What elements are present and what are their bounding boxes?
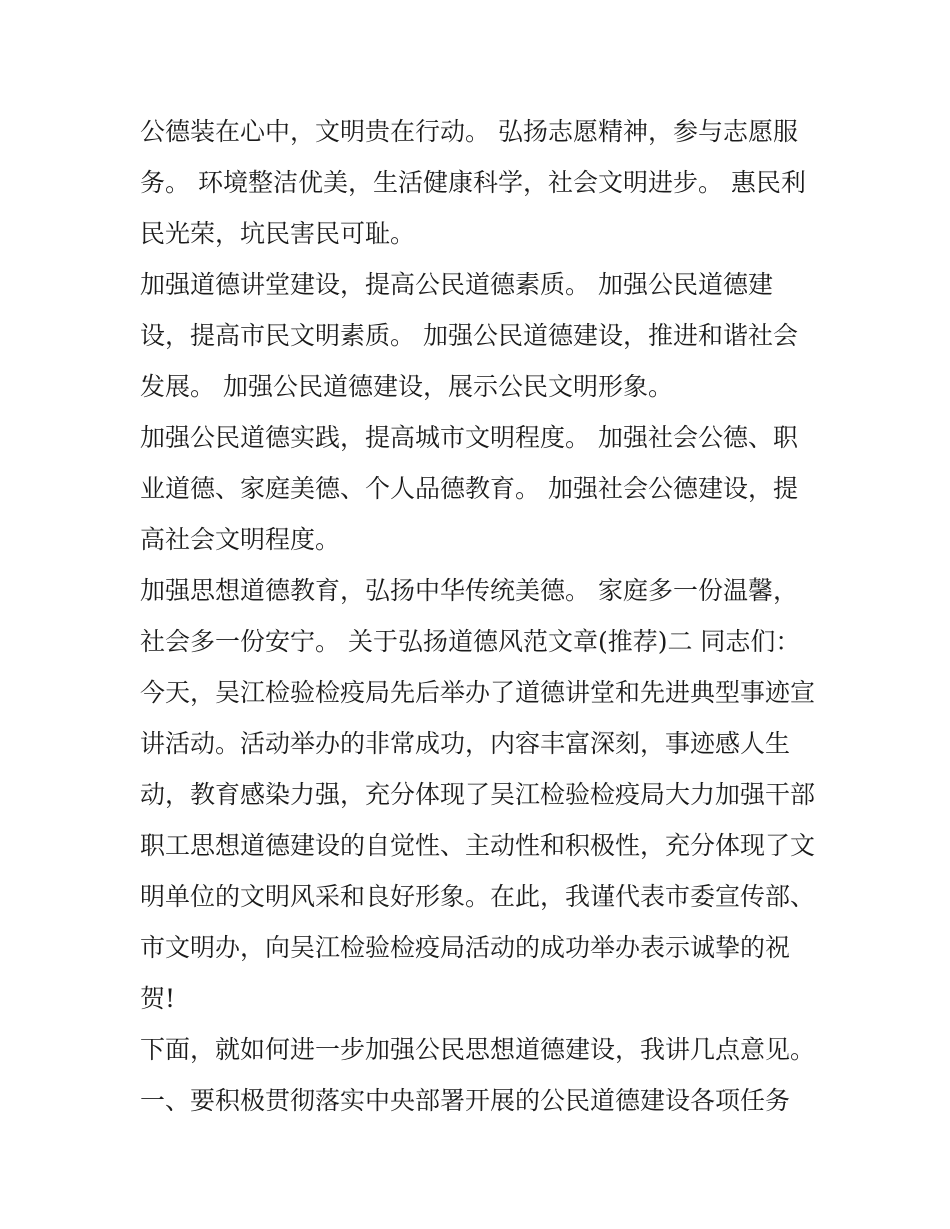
- text-line: 加强思想道德教育，弘扬中华传统美德。 家庭多一份温馨，: [140, 576, 798, 605]
- text-line: 社会多一份安宁。 关于弘扬道德风范文章(推荐)二 同志们：: [140, 627, 801, 656]
- text-line: 加强道德讲堂建设，提高公民道德素质。 加强公民道德建: [140, 270, 773, 299]
- text-line: 务。 环境整洁优美，生活健康科学，社会文明进步。 惠民利: [140, 168, 806, 197]
- text-line: 明单位的文明风采和良好形象。在此，我谨代表市委宣传部、: [140, 882, 816, 911]
- text-line: 高社会文明程度。: [140, 525, 341, 554]
- text-line: 业道德、家庭美德、个人品德教育。 加强社会公德建设，提: [140, 474, 798, 503]
- text-line: 市文明办，向吴江检验检疫局活动的成功举办表示诚挚的祝: [140, 933, 791, 962]
- text-line: 今天，吴江检验检疫局先后举办了道德讲堂和先进典型事迹宣: [140, 678, 816, 707]
- text-line: 贺!: [140, 984, 176, 1013]
- text-line: 职工思想道德建设的自觉性、主动性和积极性，充分体现了文: [140, 831, 816, 860]
- text-line: 民光荣，坑民害民可耻。: [140, 219, 416, 248]
- text-line: 公德装在心中，文明贵在行动。 弘扬志愿精神，参与志愿服: [140, 117, 798, 146]
- text-line: 动，教育感染力强，充分体现了吴江检验检疫局大力加强干部: [140, 780, 816, 809]
- text-line: 一、要积极贯彻落实中央部署开展的公民道德建设各项任务: [140, 1086, 791, 1115]
- document-body: [140, 106, 830, 1126]
- text-line: 设，提高市民文明素质。 加强公民道德建设，推进和谐社会: [140, 321, 798, 350]
- text-line: 讲活动。活动举办的非常成功，内容丰富深刻，事迹感人生: [140, 729, 791, 758]
- text-line: 发展。 加强公民道德建设，展示公民文明形象。: [140, 372, 673, 401]
- text-line: 加强公民道德实践，提高城市文明程度。 加强社会公德、职: [140, 423, 798, 452]
- text-line: 下面，就如何进一步加强公民思想道德建设，我讲几点意见。: [140, 1035, 816, 1064]
